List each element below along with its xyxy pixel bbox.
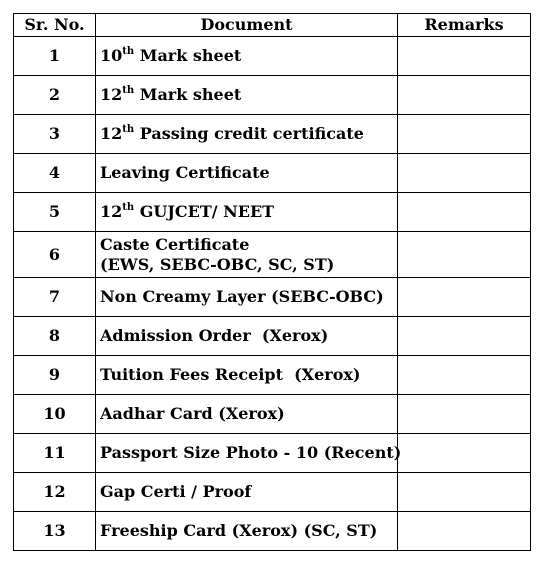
sr-no-cell: 3 <box>14 115 96 154</box>
remarks-cell <box>398 512 531 551</box>
table-row <box>14 37 531 76</box>
document-cell <box>96 434 402 473</box>
sr-no-cell: 11 <box>14 434 96 473</box>
remarks-cell <box>398 395 531 434</box>
table-row <box>14 317 531 356</box>
table-row <box>14 512 531 551</box>
document-name: Gap Certi / Proof <box>100 482 252 501</box>
document-grade: 12 <box>100 124 123 143</box>
sr-no-cell: 1 <box>14 37 96 76</box>
remarks-cell <box>398 232 531 278</box>
table-row <box>14 232 531 278</box>
table-row <box>14 193 531 232</box>
document-name: Tuition Fees Receipt (Xerox) <box>100 365 361 384</box>
document-cell <box>96 37 398 76</box>
document-cell <box>96 356 398 395</box>
remarks-cell <box>398 76 531 115</box>
document-name: Mark sheet <box>134 46 242 65</box>
document-name: Caste Certificate <box>100 234 250 254</box>
document-cell <box>96 395 398 434</box>
remarks-cell <box>398 278 531 317</box>
document-cell <box>96 278 398 317</box>
table-row <box>14 473 531 512</box>
document-ordinal-suffix: th <box>122 45 135 57</box>
sr-no-cell: 5 <box>14 193 96 232</box>
document-cell <box>96 154 398 193</box>
sr-no-cell: 4 <box>14 154 96 193</box>
document-name: GUJCET/ NEET <box>134 202 275 221</box>
remarks-cell <box>398 434 531 473</box>
document-name: Mark sheet <box>134 85 242 104</box>
table-row <box>14 395 531 434</box>
document-grade: 10 <box>100 46 123 65</box>
document-cell <box>96 193 398 232</box>
sr-no-cell: 10 <box>14 395 96 434</box>
table-row <box>14 115 531 154</box>
document-ordinal-suffix: th <box>122 84 135 96</box>
table-row <box>14 434 531 473</box>
document-name: Aadhar Card (Xerox) <box>100 404 285 423</box>
table-row <box>14 356 531 395</box>
document-cell <box>96 317 398 356</box>
sr-no-cell: 2 <box>14 76 96 115</box>
document-cell <box>96 115 398 154</box>
remarks-cell <box>398 473 531 512</box>
document-cell <box>96 512 398 551</box>
remarks-cell <box>398 115 531 154</box>
document-name: Admission Order (Xerox) <box>100 326 329 345</box>
remarks-cell <box>398 193 531 232</box>
document-grade: 12 <box>100 202 123 221</box>
documents-table <box>13 13 531 551</box>
remarks-cell <box>398 317 531 356</box>
document-ordinal-suffix: th <box>122 201 135 213</box>
header-remarks: Remarks <box>398 14 531 37</box>
header-sr-no: Sr. No. <box>14 14 96 37</box>
document-name: Non Creamy Layer (SEBC-OBC) <box>100 287 384 306</box>
document-name: Freeship Card (Xerox) (SC, ST) <box>100 521 378 540</box>
remarks-cell <box>398 356 531 395</box>
document-ordinal-suffix: th <box>122 123 135 135</box>
table-row <box>14 76 531 115</box>
document-detail: (EWS, SEBC-OBC, SC, ST) <box>100 254 335 274</box>
sr-no-cell: 8 <box>14 317 96 356</box>
sr-no-cell: 6 <box>14 232 96 278</box>
table-row <box>14 278 531 317</box>
document-name: Leaving Certificate <box>100 163 270 182</box>
document-name: Passport Size Photo - 10 (Recent) <box>100 443 402 462</box>
table-header-row <box>14 14 531 37</box>
sr-no-cell: 7 <box>14 278 96 317</box>
document-cell <box>96 473 398 512</box>
sr-no-cell: 13 <box>14 512 96 551</box>
table-row <box>14 154 531 193</box>
document-name: Passing credit certificate <box>134 124 364 143</box>
document-cell <box>96 76 398 115</box>
document-cell <box>96 232 398 278</box>
table-body <box>14 37 531 551</box>
document-grade: 12 <box>100 85 123 104</box>
sr-no-cell: 9 <box>14 356 96 395</box>
sr-no-cell: 12 <box>14 473 96 512</box>
remarks-cell <box>398 37 531 76</box>
remarks-cell <box>398 154 531 193</box>
header-document: Document <box>96 14 398 37</box>
